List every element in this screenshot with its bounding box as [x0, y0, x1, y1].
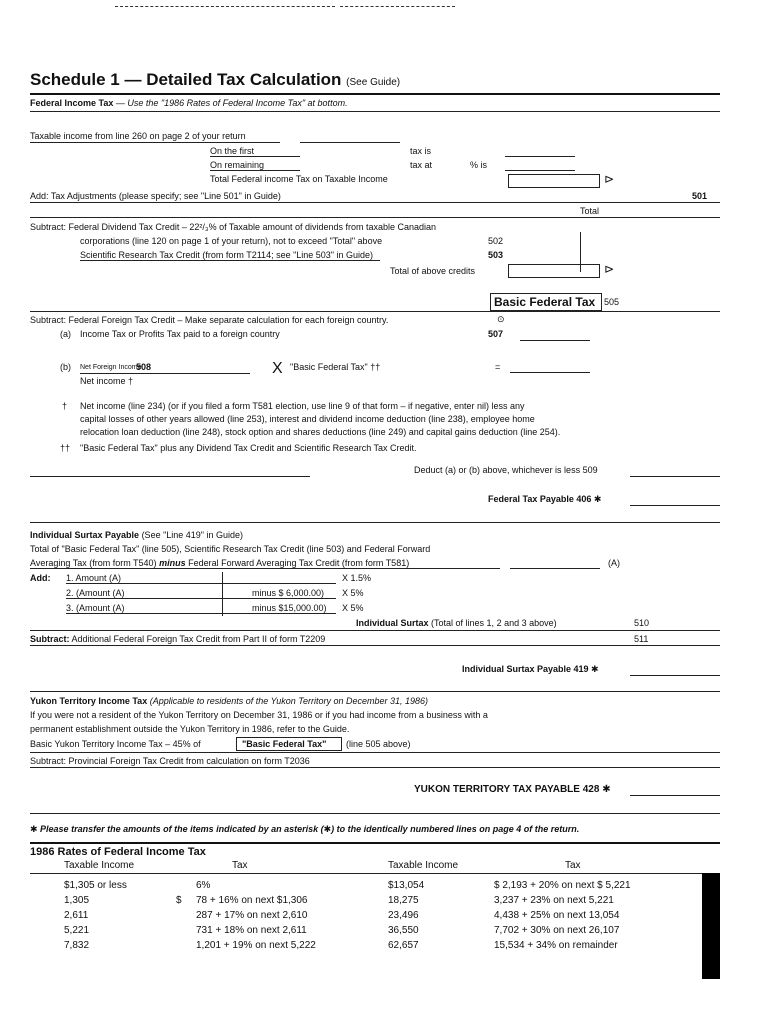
rule — [66, 598, 336, 599]
field-line — [630, 795, 720, 796]
rate-taxable-income: 2,611 — [64, 910, 89, 921]
rate-tax: 1,201 + 19% on next 5,222 — [196, 940, 316, 951]
rule — [30, 311, 720, 312]
basic-federal-ref: "Basic Federal Tax" †† — [290, 362, 381, 372]
surtax-subtract-label: Subtract: Additional Federal Foreign Tax Credit from Part II of form T2209 — [30, 634, 326, 644]
surtax-payable-label: Individual Surtax Payable 419 ✱ — [462, 664, 599, 674]
rate-taxable-income: 36,550 — [388, 925, 419, 936]
rate-tax: 731 + 18% on next 2,611 — [196, 925, 307, 936]
double-dagger-mark: †† — [60, 443, 71, 453]
rate-dollar-sign: $ — [176, 895, 182, 906]
rates-col-tax: Tax — [565, 860, 581, 871]
rate-tax: 6% — [196, 880, 211, 891]
yukon-heading: Yukon Territory Income Tax (Applicable to residents of the Yukon Territory on December 31, 1986) — [30, 696, 429, 706]
rule — [30, 645, 720, 646]
deduct-label: Deduct (a) or (b) above, whichever is less 509 — [414, 465, 598, 475]
net-income-note: relocation loan deduction (line 248), stock option and shares deductions (line 249) and capital gains deduction (line 254). — [80, 427, 561, 437]
federal-tax-payable-label: Federal Tax Payable 406 ✱ — [488, 494, 602, 504]
transfer-note: ✱ Please transfer the amounts of the items indicated by an asterisk (✱) to the identically numbered lines on page 4 of the return. — [30, 824, 580, 834]
rule — [210, 156, 300, 157]
foreign-credit-label: Subtract: Federal Foreign Tax Credit – Make separate calculation for each foreign country. — [30, 315, 389, 325]
basic-federal-note: "Basic Federal Tax" plus any Dividend Tax Credit and Scientific Research Tax Credit. — [80, 443, 417, 453]
field-line — [630, 476, 720, 477]
corporations-label: corporations (line 120 on page 1 of your return), not to exceed "Total" above — [80, 236, 383, 246]
line-503: 503 — [488, 250, 504, 260]
surtax-row3-minus: minus $15,000.00) — [252, 603, 327, 613]
field-line — [510, 568, 600, 569]
total-credits-label: Total of above credits — [390, 266, 476, 276]
field-line — [505, 170, 575, 171]
scientific-credit-label: Scientific Research Tax Credit (from form T2114; see "Line 503" in Guide) — [80, 250, 374, 260]
divider — [30, 111, 720, 112]
rule — [300, 142, 400, 143]
scan-artifact — [340, 6, 455, 7]
rate-tax: 3,237 + 23% on next 5,221 — [494, 895, 614, 906]
line-501: 501 — [692, 191, 708, 201]
field-line — [505, 156, 575, 157]
divider — [30, 842, 720, 844]
surtax-row2-rate: X 5% — [342, 588, 364, 598]
rate-taxable-income: 7,832 — [64, 940, 90, 951]
line-511: 511 — [634, 634, 649, 644]
rule — [30, 476, 310, 477]
surtax-line1: Total of "Basic Federal Tax" (line 505), Scientific Research Tax Credit (line 503) and Federal Forward — [30, 544, 431, 554]
rates-col-taxable: Taxable Income — [388, 860, 459, 871]
foreign-tax-paid-label: Income Tax or Profits Tax paid to a foreign country — [80, 329, 280, 339]
tax-adjustments-label: Add: Tax Adjustments (please specify; see "Line 501" in Guide) — [30, 191, 281, 201]
taxable-income-label: Taxable income from line 260 on page 2 of your return — [30, 131, 246, 141]
individual-surtax-label: Individual Surtax (Total of lines 1, 2 and 3 above) — [356, 618, 557, 628]
basic-federal-tax-ref: "Basic Federal Tax" — [242, 739, 327, 749]
rule — [30, 217, 720, 218]
yukon-note-line1: If you were not a resident of the Yukon Territory on December 31, 1986 or if you had income from a business with a — [30, 710, 488, 720]
net-income-note: capital losses of other years allowed (line 253), interest and dividend income deduction (line 238), employee home — [80, 414, 535, 424]
surtax-row3-rate: X 5% — [342, 603, 364, 613]
dividend-credit-label: Subtract: Federal Dividend Tax Credit – 22²/₃% of Taxable amount of dividends from taxable Canadian — [30, 222, 437, 232]
rate-taxable-income: 23,496 — [388, 910, 419, 921]
tax-at-label: tax at — [410, 160, 433, 170]
rate-tax: 78 + 16% on next $1,306 — [196, 895, 308, 906]
rate-tax: 7,702 + 30% on next 26,107 — [494, 925, 620, 936]
rule — [210, 170, 300, 171]
yukon-note-line2: permanent establishment outside the Yukon Territory in 1986, refer to the Guide. — [30, 724, 350, 734]
surtax-heading: Individual Surtax Payable (See "Line 419" in Guide) — [30, 530, 244, 540]
rule — [66, 613, 336, 614]
yukon-subtract-label: Subtract: Provincial Foreign Tax Credit from calculation on form T2036 — [30, 756, 310, 766]
pct-is-label: % is — [470, 160, 488, 170]
rule — [30, 142, 280, 143]
divider — [30, 93, 720, 95]
total-credits-field[interactable] — [508, 264, 600, 278]
rule — [30, 568, 500, 569]
add-label: Add: — [30, 573, 51, 583]
page-title: Schedule 1 — Detailed Tax Calculation (See Guide) — [30, 70, 401, 89]
rate-taxable-income: 18,275 — [388, 895, 419, 906]
scan-black-bar — [702, 873, 720, 979]
basic-federal-tax-label: Basic Federal Tax — [494, 295, 596, 309]
fraction-line — [80, 373, 250, 374]
circle-mark-icon: ⊙ — [497, 314, 505, 324]
field-line — [520, 340, 590, 341]
equals-sign: = — [495, 362, 501, 372]
arrow-icon: ⊳ — [604, 262, 615, 276]
tax-is-label: tax is — [410, 146, 432, 156]
line-507: 507 — [488, 329, 504, 339]
rule — [66, 583, 336, 584]
line-505-ref: (line 505 above) — [346, 739, 411, 749]
total-federal-field[interactable] — [508, 174, 600, 188]
field-line — [510, 372, 590, 373]
net-foreign-income-label: Net Foreign Income — [80, 364, 142, 371]
field-line — [630, 675, 720, 676]
federal-heading: Federal Income Tax — Use the "1986 Rates of Federal Income Tax" at bottom. — [30, 98, 348, 108]
rate-taxable-income: $13,054 — [388, 880, 425, 891]
rate-tax: $ 2,193 + 20% on next $ 5,221 — [494, 880, 631, 891]
rule — [30, 752, 720, 753]
total-label: Total — [580, 206, 600, 216]
surtax-row1-rate: X 1.5% — [342, 573, 372, 583]
divider — [30, 691, 720, 692]
scan-artifact — [115, 6, 335, 7]
rate-tax: 15,534 + 34% on remainder — [494, 940, 618, 951]
line-502: 502 — [488, 236, 504, 246]
on-first-label: On the first — [210, 146, 255, 156]
surtax-row2: 2. (Amount (A) — [66, 588, 125, 598]
rate-tax: 4,438 + 25% on next 13,054 — [494, 910, 620, 921]
rates-heading: 1986 Rates of Federal Income Tax — [30, 846, 206, 858]
yukon-tax-payable-label: YUKON TERRITORY TAX PAYABLE 428 ✱ — [414, 784, 611, 795]
multiply-icon: X — [272, 360, 283, 377]
dagger-mark: † — [62, 401, 68, 411]
total-federal-label: Total Federal income Tax on Taxable Income — [210, 174, 388, 184]
divider — [30, 522, 720, 523]
rate-taxable-income: 1,305 — [64, 895, 90, 906]
item-b-label: (b) — [60, 362, 71, 372]
rule — [30, 202, 720, 203]
rule — [30, 630, 720, 631]
line-510: 510 — [634, 618, 650, 628]
rate-taxable-income: 62,657 — [388, 940, 419, 951]
item-a-label: (a) — [60, 329, 71, 339]
rate-taxable-income: 5,221 — [64, 925, 90, 936]
rule — [222, 572, 223, 616]
line-508: 508 — [136, 362, 152, 372]
surtax-line2: Averaging Tax (from form T540) minus Federal Forward Averaging Tax Credit (from form T581) — [30, 558, 410, 568]
rates-col-taxable: Taxable Income — [64, 860, 135, 871]
yukon-basic-label: Basic Yukon Territory Income Tax – 45% of — [30, 739, 201, 749]
surtax-row1: 1. Amount (A) — [66, 573, 122, 583]
arrow-icon: ⊳ — [604, 172, 615, 186]
title-note: (See Guide) — [346, 77, 401, 88]
on-remaining-label: On remaining — [210, 160, 265, 170]
amount-a-marker: (A) — [608, 558, 620, 568]
net-income-label: Net income † — [80, 376, 134, 386]
rate-tax: 287 + 17% on next 2,610 — [196, 910, 308, 921]
rule — [30, 873, 710, 874]
rule — [30, 767, 720, 768]
line-505: 505 — [604, 297, 620, 307]
rule — [80, 260, 380, 261]
field-line — [630, 505, 720, 506]
divider — [30, 813, 720, 814]
surtax-row3: 3. (Amount (A) — [66, 603, 125, 613]
rate-taxable-income: $1,305 or less — [64, 880, 127, 891]
surtax-row2-minus: minus $ 6,000.00) — [252, 588, 325, 598]
net-income-note: Net income (line 234) (or if you filed a form T581 election, use line 9 of that form – if negative, enter nil) less any — [80, 401, 525, 411]
rates-col-tax: Tax — [232, 860, 248, 871]
